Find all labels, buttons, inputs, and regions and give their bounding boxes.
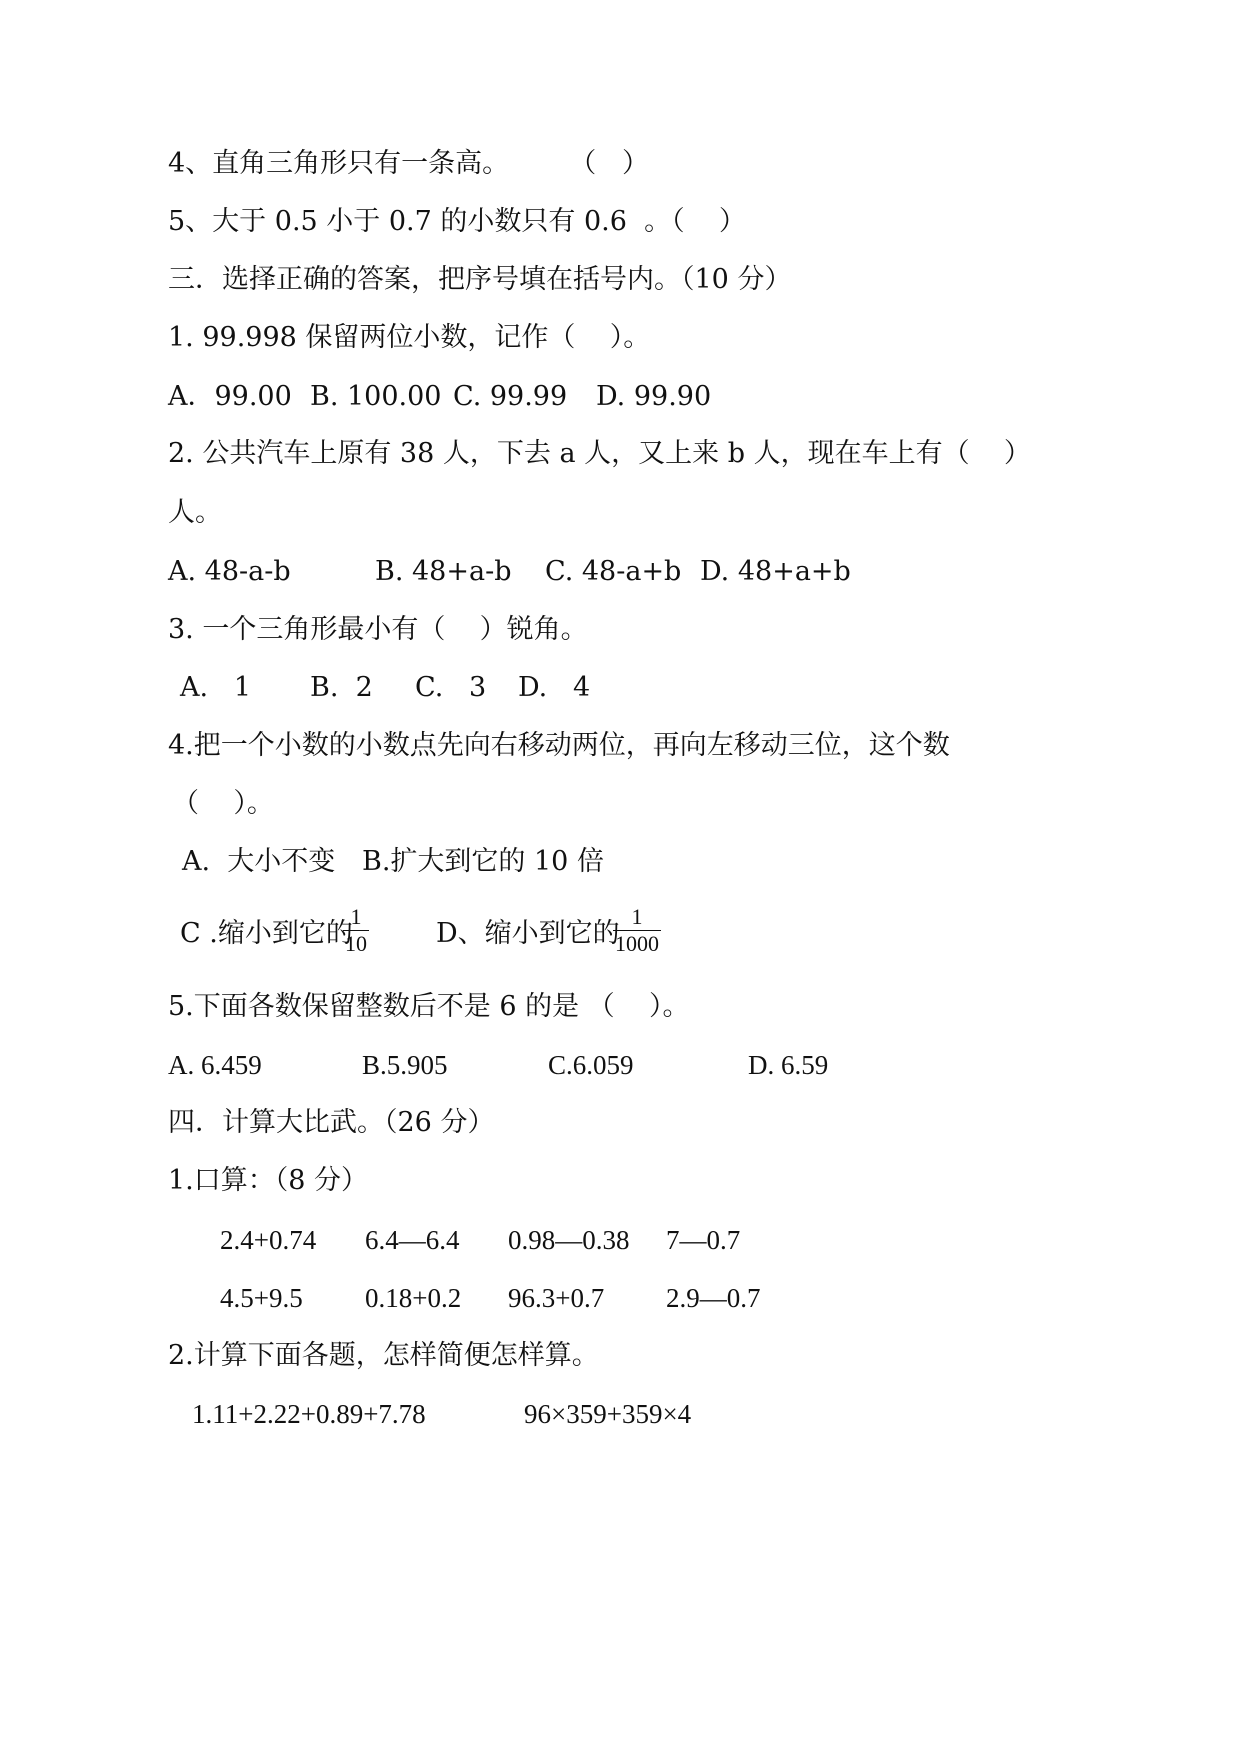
mc-question-4-cont: （ ）。 bbox=[172, 788, 274, 819]
section4-heading: 四．计算大比武。（26 分） bbox=[168, 1107, 495, 1138]
fraction-numerator: 1 bbox=[631, 904, 643, 929]
mc5-option-b: B.5.905 bbox=[362, 1050, 448, 1080]
fraction-numerator: 1 bbox=[350, 904, 362, 929]
mc-question-3: 3. 一个三角形最小有（ ）锐角。 bbox=[168, 614, 588, 645]
mc4-option-b: B.扩大到它的 10 倍 bbox=[362, 846, 604, 877]
oral-calc-item: 4.5+9.5 bbox=[220, 1283, 303, 1313]
mc4-option-a: A. 大小不变 bbox=[182, 846, 336, 877]
oral-calc-item: 2.9—0.7 bbox=[666, 1283, 761, 1313]
oral-calc-title: 1.口算：（8 分） bbox=[168, 1165, 369, 1196]
oral-calc-item: 2.4+0.74 bbox=[220, 1225, 317, 1255]
simplify-calc-item: 96×359+359×4 bbox=[524, 1399, 692, 1429]
simplify-calc-item: 1.11+2.22+0.89+7.78 bbox=[192, 1399, 426, 1429]
mc5-option-d: D. 6.59 bbox=[748, 1050, 829, 1080]
mc-question-1: 1. 99.998 保留两位小数，记作（ ）。 bbox=[168, 322, 651, 353]
mc4-option-c-fraction bbox=[343, 905, 369, 956]
mc3-option-d: D. 4 bbox=[518, 672, 591, 703]
mc5-option-c: C.6.059 bbox=[548, 1050, 634, 1080]
oral-calc-item: 0.98—0.38 bbox=[508, 1225, 630, 1255]
fraction-denominator: 10 bbox=[345, 931, 367, 956]
mc4-option-c: C .缩小到它的 bbox=[180, 918, 353, 949]
mc3-option-b: B. 2 bbox=[310, 672, 373, 703]
simplify-calc-title: 2.计算下面各题，怎样简便怎样算。 bbox=[168, 1340, 599, 1371]
tf-question-4: 4、直角三角形只有一条高。 （ ） bbox=[168, 148, 650, 179]
mc3-option-a: A. 1 bbox=[180, 672, 252, 703]
mc-question-2-cont: 人。 bbox=[168, 497, 222, 528]
oral-calc-item: 7—0.7 bbox=[666, 1225, 741, 1255]
oral-calc-item: 96.3+0.7 bbox=[508, 1283, 605, 1313]
mc4-option-d-fraction bbox=[613, 905, 661, 956]
mc1-option-a: A．99.00 bbox=[168, 381, 292, 412]
mc-question-5: 5.下面各数保留整数后不是 6 的是 （ ）。 bbox=[168, 991, 690, 1022]
mc2-option-c: C. 48-a+b bbox=[545, 556, 682, 587]
mc2-option-b: B. 48+a-b bbox=[375, 556, 512, 587]
mc4-option-d: D、缩小到它的 bbox=[436, 918, 620, 949]
oral-calc-item: 6.4—6.4 bbox=[365, 1225, 460, 1255]
section3-heading: 三．选择正确的答案，把序号填在括号内。（10 分） bbox=[168, 264, 792, 295]
mc-question-2: 2. 公共汽车上原有 38 人，下去 a 人，又上来 b 人，现在车上有（ ） bbox=[168, 438, 1031, 469]
mc1-option-d: D. 99.90 bbox=[596, 381, 712, 412]
mc1-option-c: C. 99.99 bbox=[453, 381, 568, 412]
mc2-option-d: D. 48+a+b bbox=[700, 556, 851, 587]
mc3-option-c: C. 3 bbox=[415, 672, 487, 703]
mc5-option-a: A. 6.459 bbox=[168, 1050, 262, 1080]
oral-calc-item: 0.18+0.2 bbox=[365, 1283, 462, 1313]
fraction-denominator: 1000 bbox=[615, 931, 659, 956]
mc2-option-a: A. 48-a-b bbox=[168, 556, 291, 587]
mc1-option-b: B. 100.00 bbox=[310, 381, 442, 412]
mc-question-4: 4.把一个小数的小数点先向右移动两位，再向左移动三位，这个数 bbox=[168, 730, 950, 761]
tf-question-5: 5、大于 0.5 小于 0.7 的小数只有 0.6 。（ ） bbox=[168, 206, 746, 237]
